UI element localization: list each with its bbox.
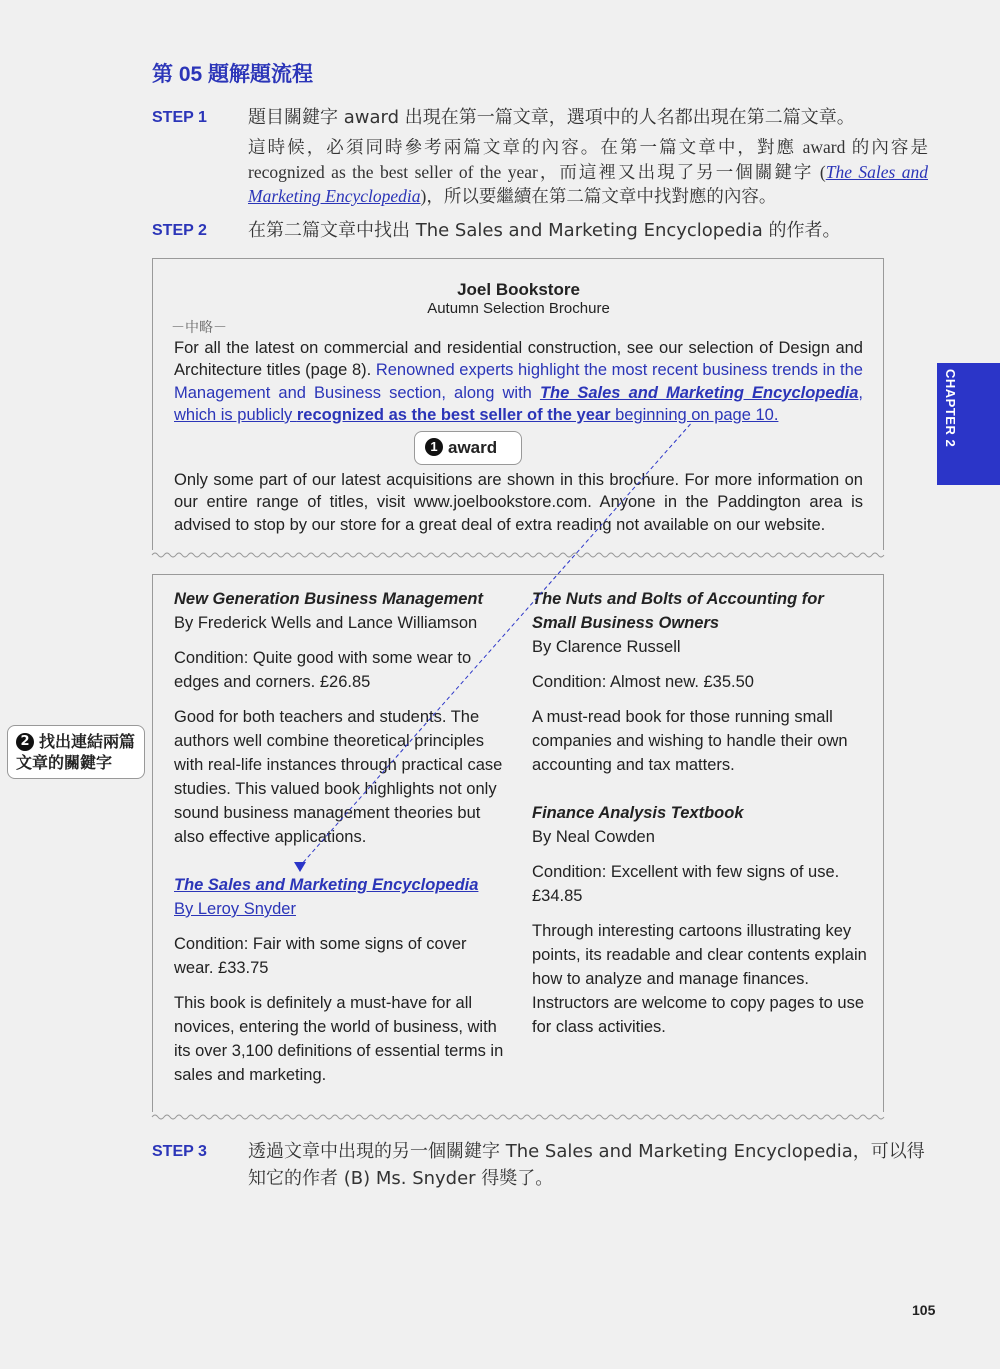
book-author-answer: By Leroy Snyder	[174, 900, 296, 918]
book-condition: Condition: Quite good with some wear to edges and corners. £26.85	[174, 649, 472, 691]
book-condition: Condition: Excellent with few signs of use. £34.85	[532, 863, 840, 905]
highlight-text: beginning on page 10.	[610, 406, 779, 424]
highlight-text: Renowned experts highlight the most recent business trends in the Management and Business section, along with	[174, 361, 863, 402]
book-description: Through interesting cartoons illustrating key points, its readable and clear contents explain how to analyze and manage finances. Instructors are welcome to copy pages to use for class activities.	[532, 922, 867, 1036]
step-2-label: STEP 2	[152, 221, 207, 239]
step-2-text: 在第二篇文章中找出 The Sales and Marketing Encyclopedia 的作者。	[248, 219, 841, 241]
brochure-paragraph-1	[174, 337, 863, 427]
step-1-text: 題目關鍵字 award 出現在第一篇文章，選項中的人名都出現在第二篇文章。	[248, 107, 855, 128]
chapter-label: CHAPTER 2	[943, 369, 958, 448]
brochure-passage	[152, 258, 884, 551]
book-author: By Clarence Russell	[532, 638, 681, 656]
callout-text: award	[448, 437, 498, 457]
highlight-text: , which is publicly	[174, 383, 863, 424]
step-3-label: STEP 3	[152, 1143, 207, 1160]
book-description: Good for both teachers and students. The authors well combine theoretical principles with real-life instances through practical case studies. This valued book highlights not only sound business management theories but also effective applications.	[174, 708, 503, 846]
book-condition: Condition: Almost new. £35.50	[532, 673, 754, 691]
book-condition: Condition: Fair with some signs of cover wear. £33.75	[174, 935, 467, 977]
page-content	[16, 58, 928, 1200]
book-list-passage	[16, 574, 884, 1112]
text: For all the latest on commercial and residential construction, see our selection of Design and Architecture titles (page 8).	[174, 338, 863, 379]
step-2	[152, 217, 928, 244]
keyword-book-title: The Sales and Marketing Encyclopedia	[539, 383, 859, 402]
store-name: Joel Bookstore	[457, 279, 580, 299]
book-description: This book is definitely a must-have for all novices, entering the world of business, with its over 3,100 definitions of essential terms in sales and marketing.	[174, 994, 504, 1084]
book-title-keyword: The Sales and Marketing Encyclopedia	[174, 876, 479, 894]
book-title: The Nuts and Bolts of Accounting for Small Business Owners	[532, 590, 824, 632]
step-3	[152, 1138, 928, 1192]
callout-text: 找出連結兩篇文章的關鍵字	[16, 732, 136, 772]
callout-linking-keyword	[7, 725, 145, 779]
chapter-tab	[937, 363, 1000, 485]
wavy-edge	[150, 550, 886, 562]
book-description: A must-read book for those running small companies and wishing to handle their own accounting and tax matters.	[532, 708, 848, 774]
brochure-paragraph-2: Only some part of our latest acquisitions are shown in this brochure. For more information on our entire range of titles, visit www.joelbookstore.com. Anyone in the Paddington area is advised to stop by our store for a great deal of extra reading not available on our website.	[174, 470, 863, 534]
keyword-award-phrase: recognized as the best seller of the year	[296, 406, 611, 424]
book-author: By Neal Cowden	[532, 828, 655, 846]
brochure-subtitle: Autumn Selection Brochure	[427, 299, 610, 317]
number-badge: 2	[16, 733, 34, 751]
callout-award	[414, 431, 522, 465]
number-badge: 1	[425, 438, 443, 456]
step-3-text: 透過文章中出現的另一個關鍵字 The Sales and Marketing Encyclopedia，可以得知它的作者 (B) Ms. Snyder 得獎了。	[248, 1141, 925, 1189]
page-title: 第 05 題解題流程	[152, 63, 314, 86]
step-1-detail	[248, 135, 928, 209]
step-1-label: STEP 1	[152, 109, 207, 126]
page-number: 105	[912, 1302, 936, 1318]
book-column-left	[174, 587, 509, 1098]
detail-text: )，所以要繼續在第二篇文章中找對應的內容。	[420, 186, 777, 206]
detail-text: 這時候，必須同時參考兩篇文章的內容。在第一篇文章中，對應 award 的內容是 recognized as the best seller of the year，而這裡又出現了另一個關鍵字 (	[248, 137, 928, 182]
book-author: By Frederick Wells and Lance Williamson	[174, 614, 478, 632]
book-title: Finance Analysis Textbook	[532, 804, 744, 822]
step-1	[152, 104, 928, 209]
book-title: New Generation Business Management	[174, 590, 483, 608]
omitted-marker: －中略－	[171, 319, 227, 336]
detail-keyword: The Sales and Marketing Encyclopedia	[248, 161, 928, 206]
wavy-edge	[150, 1112, 886, 1124]
book-column-right	[532, 587, 867, 1098]
